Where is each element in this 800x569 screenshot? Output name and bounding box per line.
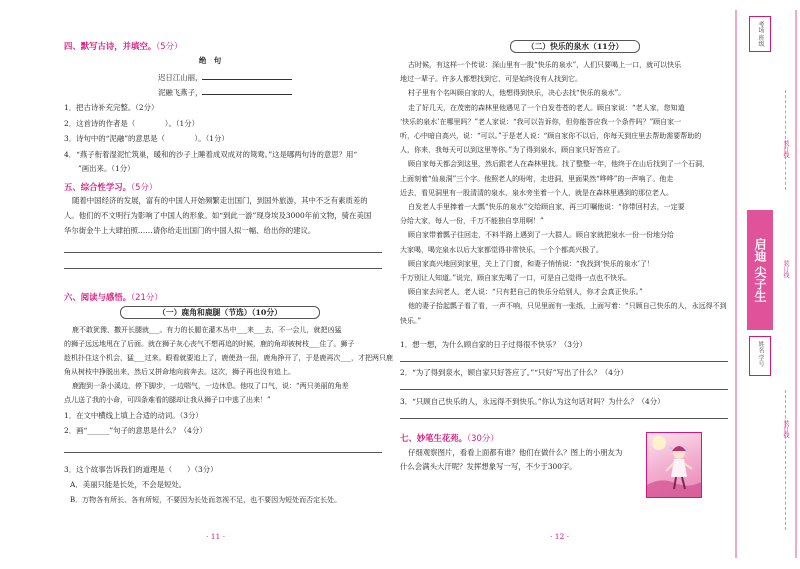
page-12 xyxy=(400,0,735,569)
cut-line-label-3: 装订线 xyxy=(782,420,789,438)
reading-2-q3: 3．“只顾自己快乐的人，永远得不到快乐。”你认为这句话对吗？为什么？（4分） xyxy=(400,397,665,406)
story-line: 人，你来，我每天可以到这里等你。”为了得到泉水，顾自家只好答应了。 xyxy=(400,146,625,155)
cut-line-label-2: 装订线 xyxy=(782,260,789,278)
section-5-para-3: 华尔街金牛上大肆拍照……请你给走出国门的中国人拟一幅、给出你的建议。 xyxy=(64,226,316,235)
story-line: 古时候，有这样一个传说：深山里有一股“快乐的泉水”，人们只要喝上一口，就可以快乐 xyxy=(408,61,682,69)
question-4-2: 2．这首诗的作者是（ ）。（1分） xyxy=(64,119,200,128)
reading-2-q2: 2．“为了得到泉水，顾自家只好答应了。”“只好”写出了什么？（4分） xyxy=(400,368,628,377)
section-7-heading: 七、妙笔生花苑。（30分） xyxy=(400,433,499,443)
answer-line[interactable] xyxy=(400,418,728,419)
option-a[interactable]: A．美丽只能是长处，不会是短处。 xyxy=(70,480,187,489)
class-box[interactable] xyxy=(749,16,771,52)
poem-title: 绝 句 xyxy=(198,56,222,65)
cut-line-label-1: 装订线 xyxy=(782,140,789,158)
reading-1-q2: 2．画“______”句子的意思是什么？（4分） xyxy=(64,426,207,435)
story-line: 他的妻子拾起瓢子看了看，一声不响，只见里面有一张纸，上面写着：“只顾自己快乐的人，永远得不到 xyxy=(408,302,727,311)
section-4-heading: 四、默写古诗，并填空。（5分） xyxy=(64,41,183,51)
reading-1-para-3: 趁机扑住这个机会，猛___过来。眼看就要追上了，鹿使劲一扭，鹿角挣开了，于是鹿再次___，才把两只鹿 xyxy=(64,354,393,362)
reading-1-para-5: 鹿跑到一条小溪边，停下脚步，一边喘气，一边休息。他叹了口气，说：“两只美丽的角差 xyxy=(72,382,349,390)
reading-2-q1: 1．想一想，为什么顾自家的日子过得很不快乐？（3分） xyxy=(400,340,587,349)
page-number: · 11 · xyxy=(206,532,226,541)
story-line: 分给大家，每人一份，千万不能独自享用啊！” xyxy=(400,217,544,226)
section-5-para-2: 人。他们的不文明行为影响了中国人的形象。如“到此一游”现身埃及3000年前文物，骑在美国 xyxy=(64,211,372,220)
section-5-heading: 五、综合性学习。（5分） xyxy=(64,182,158,192)
story-line: 走了好几天，在茂密的森林里他遇见了一个白发苍苍的老人。顾自家说：“老人家，您知道 xyxy=(408,103,685,112)
reading-1-para-6: 点儿送了我的小命，可四条难看的腿却让我从狮子口中逃了出来！” xyxy=(64,396,271,404)
reading-1-banner: （一）鹿角和鹿腿（节选）（10分） xyxy=(120,306,320,319)
cut-line-lower xyxy=(785,390,786,530)
name-box[interactable] xyxy=(749,336,771,376)
sidebar-frame xyxy=(735,10,797,558)
series-title: 启迪 尖子生 xyxy=(747,210,773,330)
answer-line[interactable] xyxy=(64,268,382,269)
picture-child-sweating xyxy=(646,432,702,498)
story-line: 顾自家去问老人，老人说：“只有把自己的快乐分给别人，你才会真正快乐。” xyxy=(408,288,643,297)
story-line: 听，心中暗自高兴，说：“可以。”于是老人说：“顾自家你不以后，你每天到庄里去帮助需要帮助的 xyxy=(400,132,702,140)
reading-2-banner: （二）快乐的泉水（11分） xyxy=(510,40,640,53)
story-line: 顾自家每天都会到这里，然后跟老人在森林里找。找了整整一年，他终于在山后找到了一个石洞， xyxy=(408,160,709,169)
poem-line-2: 泥融飞燕子， xyxy=(158,87,292,98)
story-line: ‘快乐的泉水’在哪里吗？”老人家说：“我可以告诉你，但你能答应我一个条件吗？”顾自家一 xyxy=(400,117,682,126)
answer-line[interactable] xyxy=(64,252,382,253)
story-line: 千万别让人知道。”说完，顾自家先喝了一口，可是自己觉得一点也不快乐。 xyxy=(400,274,632,282)
story-line: 近去，看见洞里有一股清清的泉水，泉水旁坐着一个人，就是在森林里遇到的那位老人。 xyxy=(400,188,673,197)
question-4-1: 1．把古诗补充完整。（2分） xyxy=(64,103,159,112)
option-b[interactable]: B．万物各有所长、各有所短，不要因为长处而忽视不足，也不要因为短处而否定长处。 xyxy=(70,496,342,504)
section-6-heading: 六、阅读与感悟。（21分） xyxy=(64,292,163,302)
name-label: 姓名 学号 xyxy=(757,341,764,367)
story-line: 地过一辈子。许多人都想找到它，可是始终没有人找到它。 xyxy=(400,75,582,84)
illustration-icon xyxy=(647,433,702,498)
answer-blank[interactable] xyxy=(202,72,292,80)
answer-line[interactable] xyxy=(64,452,382,453)
section-7-line-2: 什么会满头大汗呢？发挥想象写一写，不少于300字。 xyxy=(400,462,577,471)
question-4-3: 3．诗句中的“泥融”的意思是（ ）。（1分） xyxy=(64,134,229,143)
answer-line[interactable] xyxy=(400,389,728,390)
question-4-4-cont: ”画出来。（1分） xyxy=(78,164,135,173)
answer-blank[interactable] xyxy=(202,87,292,95)
question-4-4: 4．“燕子衔着湿泥忙筑巢，暖和的沙子上睡着成双成对的鸳鸯。”这是哪两句诗的意思？用“ xyxy=(64,150,358,159)
answer-line[interactable] xyxy=(400,361,728,362)
reading-1-q3: 3．这个故事告诉我们的道理是（ ）（3分） xyxy=(64,465,218,474)
story-line: 上面刻着“仙泉洞”三个字。他照老人的吩咐，走进洞，里面果然“哗哗”的一声响了。他走 xyxy=(400,174,674,183)
story-line: 快乐。” xyxy=(400,316,422,325)
section-5-para-1: 随着中国经济的发展，富有的中国人开始频繁走出国门，到国外旅游，其中不乏有素质差的 xyxy=(72,196,368,205)
story-line: 白发老人手里捧着一大瓢“快乐的泉水”交给顾自家，再三叮嘱他说：“你带回村去，一定要 xyxy=(408,203,685,211)
reading-1-para-4: 角从树枝中挣脱出来，然后又拼命地向前奔去。这次，狮子再也没有追上。 xyxy=(64,368,295,376)
story-line: 大家喝，喝完泉水以后大家都觉得非常快乐，一个个都高兴极了。 xyxy=(400,245,603,254)
reading-1-para-1: 鹿不敢犹豫，撒开长腿就___。有力的长腿在灌木丛中___来___去，不一会儿，就把凶猛 xyxy=(72,326,342,334)
story-line: 村子里有个名叫顾自家的人，他想得到快乐，决心去找“快乐的泉水”。 xyxy=(408,89,626,98)
section-7-line-1: 仔细观察图片，看看上面都有谁？他们在做什么？图上的小朋友为 xyxy=(408,448,623,457)
poem-line-1: 迟日江山丽， xyxy=(158,72,292,83)
class-label: 考场 班级 xyxy=(757,21,764,47)
story-line: 顾自家带着瓢子往回走，不料半路上遇到了一大群人。顾自家就把泉水一份一份地分给 xyxy=(408,231,674,240)
page-number: · 12 · xyxy=(550,532,570,541)
binding-sidebar xyxy=(735,0,800,569)
reading-1-para-2: 的狮子远远地甩在了后面。就在狮子灰心丧气不想再追的时候，鹿的角却被树枝___住了。狮子 xyxy=(64,340,355,348)
story-line: 顾自家高兴地回到家里，关上了门窗，和妻子悄悄说：“我找到‘快乐的泉水’了！ xyxy=(408,259,655,268)
reading-1-q1: 1．在文中横线上填上合适的动词。（3分） xyxy=(64,411,203,420)
